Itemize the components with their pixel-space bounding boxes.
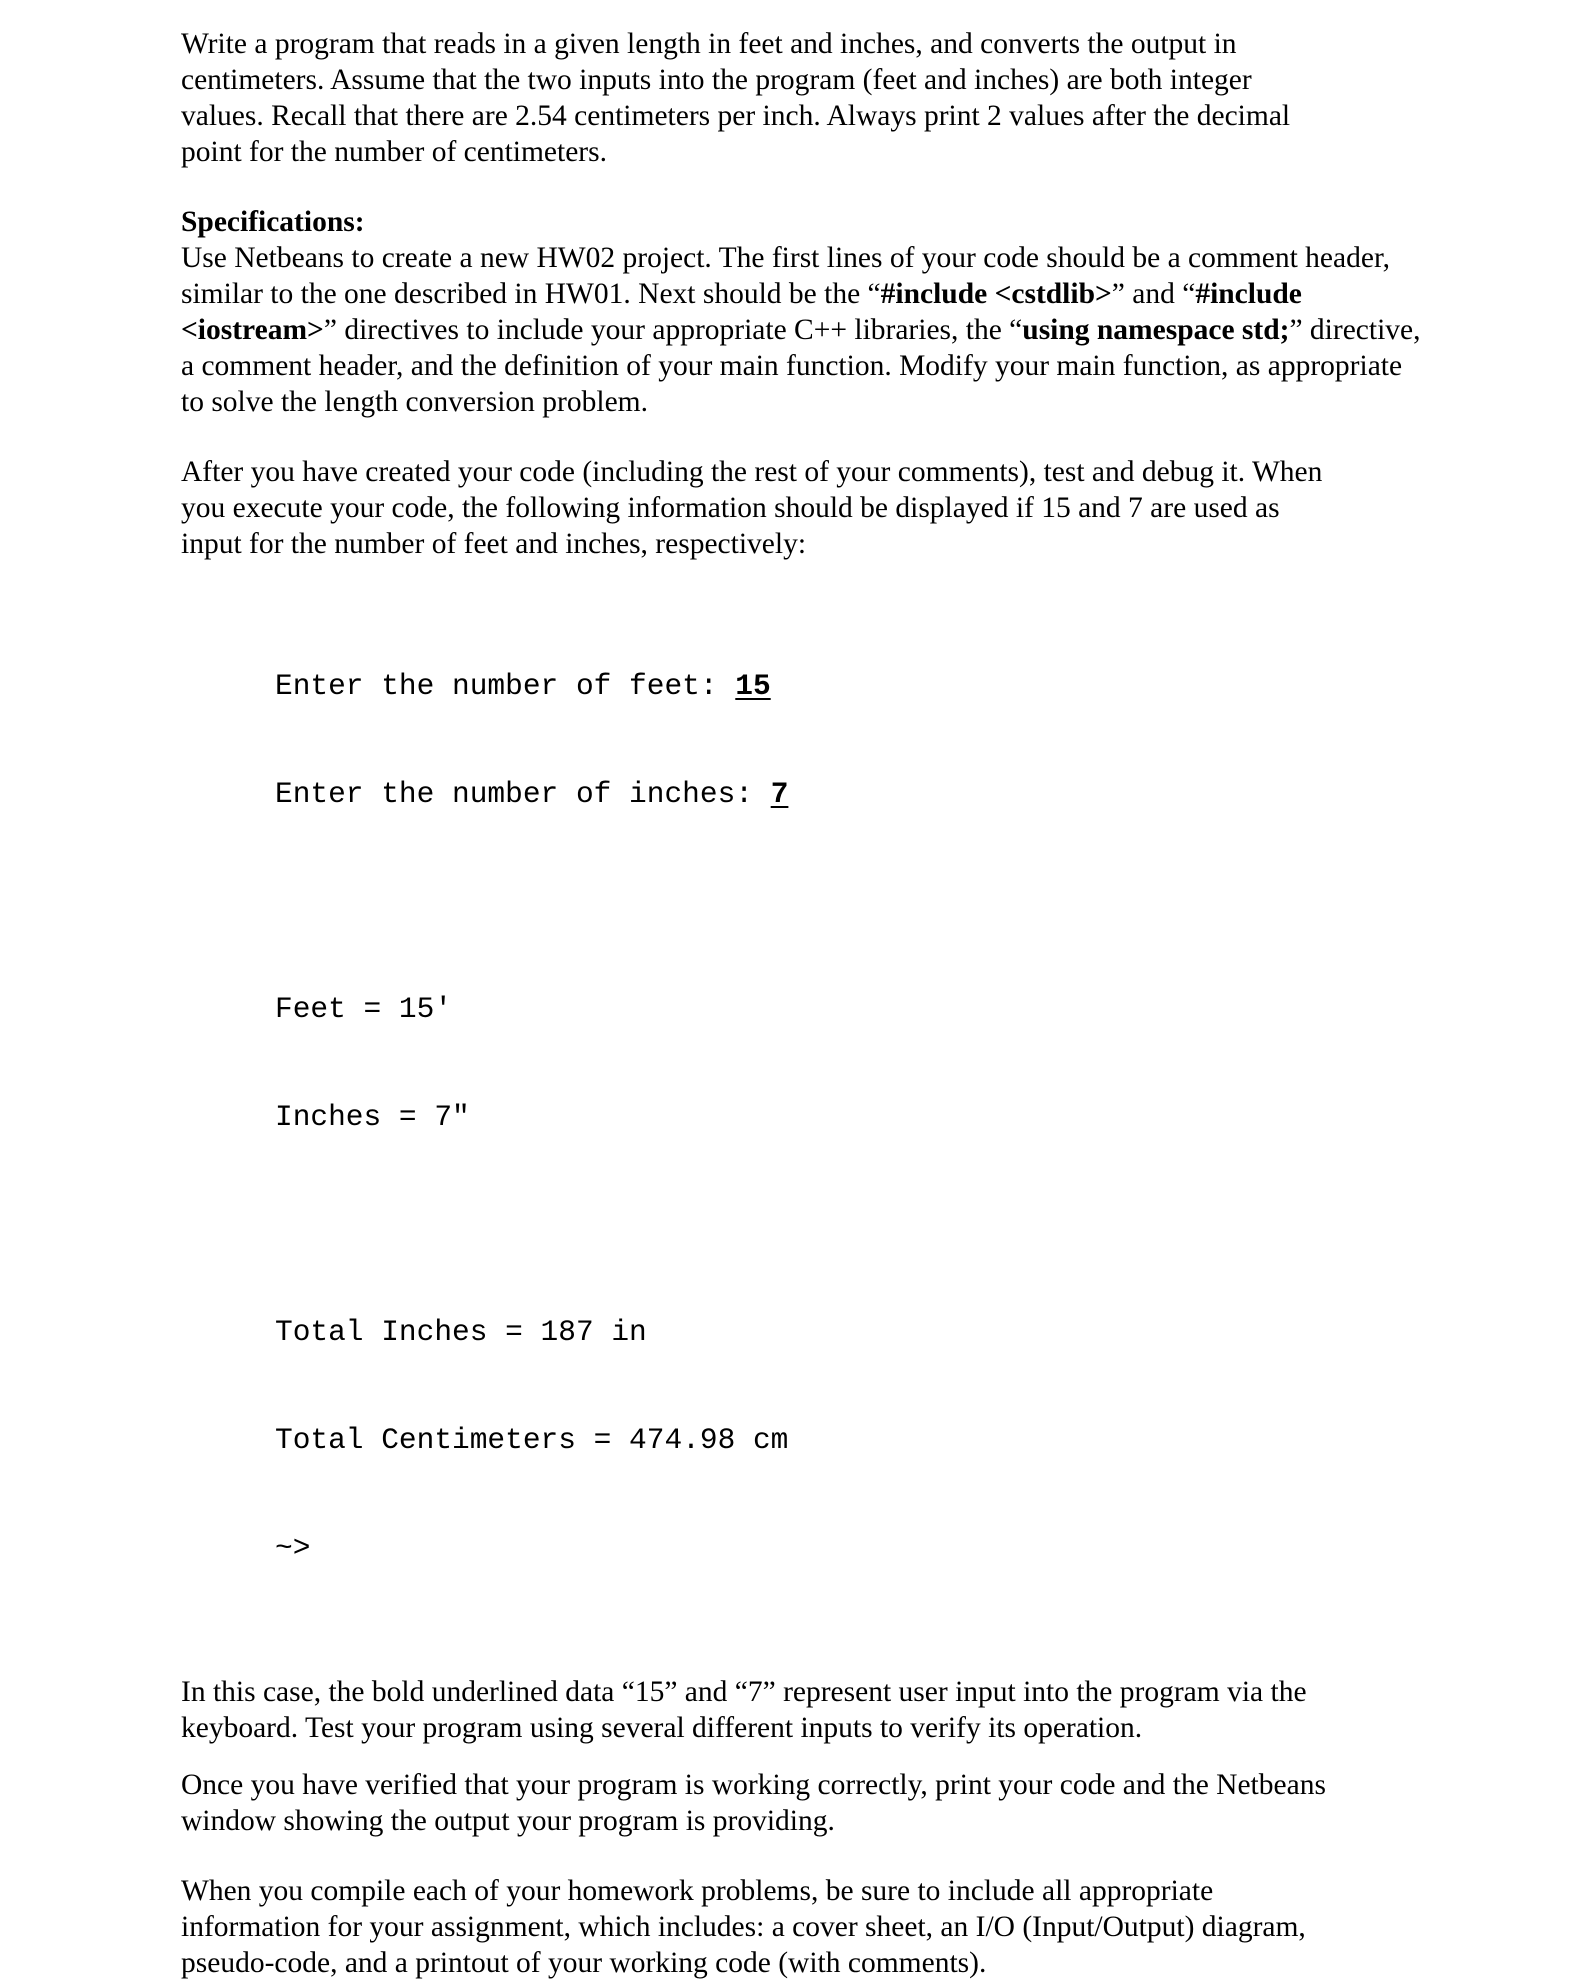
spec-include-cstdlib: #include <cstdlib> xyxy=(880,278,1112,310)
console-total-centimeters: Total Centimeters = 474.98 cm xyxy=(275,1423,789,1457)
console-output-sample xyxy=(275,596,1421,1638)
console-total-inches: Total Inches = 187 in xyxy=(275,1315,647,1349)
spec-text-part1: Use Netbeans to create a new HW02 project. The first lines of your code should be a comment header, similar to the one described in HW01. Next should be the “ xyxy=(181,242,1390,310)
intro-paragraph: Write a program that reads in a given length in feet and inches, and converts the output in centimeters. Assume that the two inputs into the program (feet and inches) are both integer values. Recall that there are 2.54 centimeters per inch. Always print 2 values after the decimal point for the number of centimeters. xyxy=(181,28,1291,168)
user-input-explanation-paragraph: In this case, the bold underlined data “15” and “7” represent user input into the program via the keyboard. Test your program using several different inputs to verify its operation. xyxy=(181,1676,1307,1744)
specifications-section xyxy=(181,204,1421,420)
console-feet-prompt-line xyxy=(275,668,1421,704)
console-shell-prompt: ~> xyxy=(275,1531,311,1565)
specifications-heading: Specifications: xyxy=(181,206,365,238)
console-feet-result: Feet = 15′ xyxy=(275,992,453,1026)
console-feet-input: 15 xyxy=(735,669,771,703)
console-inches-prompt-line xyxy=(275,776,1421,812)
spec-text-part2: ” and “ xyxy=(1111,278,1196,310)
specifications-paragraph xyxy=(181,240,1421,420)
spec-text-part3: ” directives to include your appropriate C++ libraries, the “ xyxy=(323,314,1023,346)
compile-paragraph: When you compile each of your homework problems, be sure to include all appropriate information for your assignment, which includes: a cover sheet, an I/O (Input/Output) diagram, pseudo-code, and a printout of your working code (with comments). xyxy=(181,1875,1306,1979)
console-inches-input: 7 xyxy=(770,777,789,811)
console-inches-prompt: Enter the number of inches: xyxy=(275,777,771,811)
spec-using-namespace: using namespace std; xyxy=(1022,314,1290,346)
verify-paragraph: Once you have verified that your program is working correctly, print your code and the Netbeans window showing the output your program is providing. xyxy=(181,1769,1326,1837)
console-blank-line xyxy=(275,1207,1421,1242)
document-page xyxy=(181,26,1421,1981)
spec-text-part4: ” directive, a comment header, and the definition of your main function. Modify your main function, as appropriate to solve the length conversion problem. xyxy=(181,314,1421,418)
console-feet-prompt: Enter the number of feet: xyxy=(275,669,736,703)
console-inches-result: Inches = 7″ xyxy=(275,1100,470,1134)
spec-include-iostream: #include <iostream> xyxy=(181,278,1302,346)
test-debug-paragraph: After you have created your code (including the rest of your comments), test and debug it. When you execute your code, the following information should be displayed if 15 and 7 are used as input for the number of feet and inches, respectively: xyxy=(181,456,1323,560)
console-blank-line xyxy=(275,884,1421,919)
